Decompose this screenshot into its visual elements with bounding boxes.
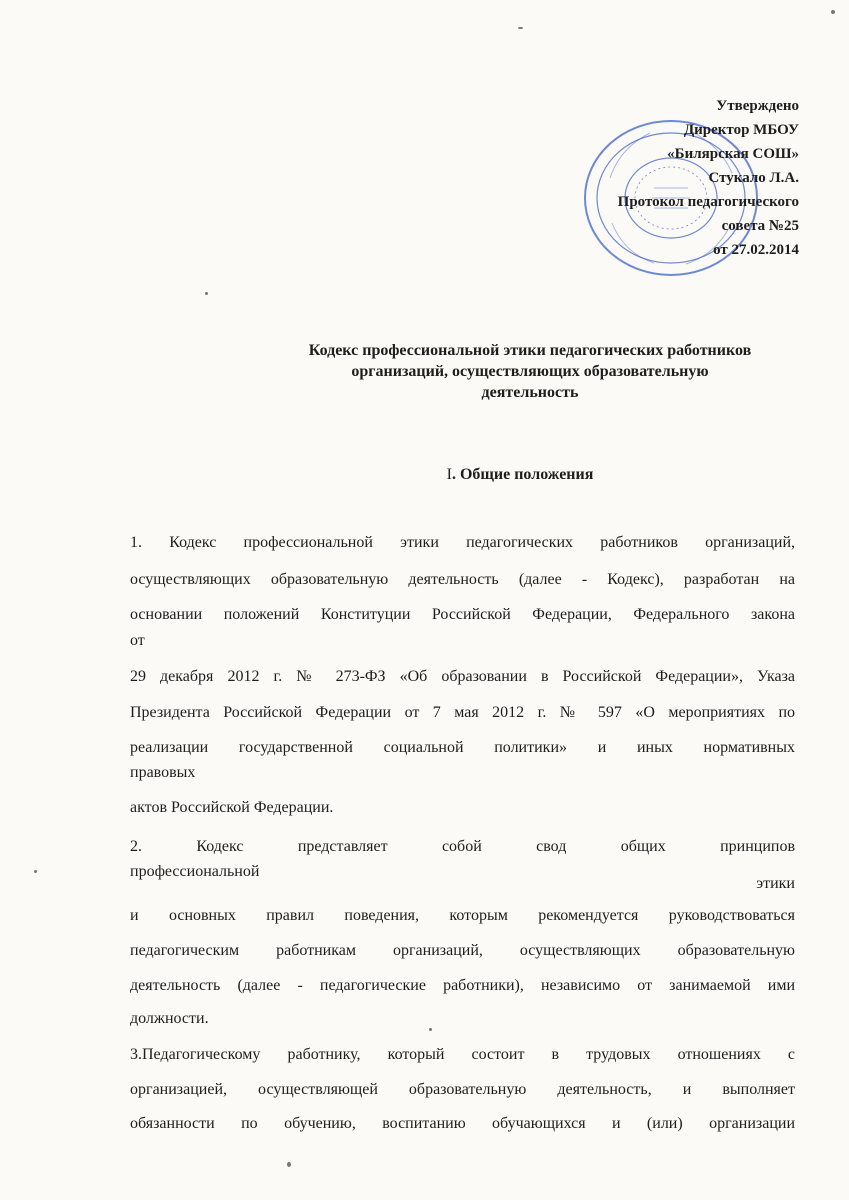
- section-heading: [290, 466, 750, 484]
- approval-block: [539, 94, 799, 262]
- title-line: Кодекс профессиональной этики педагогических работников: [308, 342, 752, 359]
- approval-label: Утверждено: [716, 98, 799, 114]
- approval-position: Директор МБОУ: [683, 122, 799, 138]
- body-line: этики: [756, 875, 795, 892]
- body-line: профессиональной: [130, 863, 260, 880]
- section-title: . Общие положения: [451, 466, 594, 483]
- body-line: осуществляющих образовательную деятельность (далее - Кодекс), разработан на: [130, 571, 795, 588]
- body-line: организацией, осуществляющей образовательную деятельность, и выполняет: [130, 1081, 795, 1098]
- approval-council: совета №25: [721, 218, 799, 234]
- title-line: организаций, осуществляющих образовательную: [351, 363, 709, 380]
- body-line: правовых: [130, 764, 196, 781]
- body-line: и основных правил поведения, которым рекомендуется руководствоваться: [130, 907, 795, 924]
- scan-speck: [429, 1028, 432, 1031]
- approval-protocol: Протокол педагогического: [617, 194, 799, 210]
- approval-school: «Билярская СОШ»: [667, 146, 799, 162]
- scan-speck: [831, 10, 835, 14]
- document-title: [230, 340, 830, 403]
- body-line: 3.Педагогическому работнику, который состоит в трудовых отношениях с: [130, 1046, 795, 1063]
- body-line: педагогическим работникам организаций, осуществляющих образовательную: [130, 942, 795, 959]
- body-line: 1. Кодекс профессиональной этики педагогических работников организаций,: [130, 534, 795, 551]
- body-line: 2. Кодекс представляет собой свод общих принципов: [130, 838, 795, 855]
- body-line: от: [130, 632, 145, 649]
- scan-speck: [34, 870, 37, 873]
- title-line: деятельность: [481, 384, 579, 401]
- approval-name: Стукало Л.А.: [708, 170, 799, 186]
- body-line: основании положений Конституции Российской Федерации, Федерального закона: [130, 606, 795, 623]
- body-line: должности.: [130, 1010, 209, 1027]
- body-line: деятельность (далее - педагогические работники), независимо от занимаемой ими: [130, 977, 795, 994]
- body-line: обязанности по обучению, воспитанию обучающихся и (или) организации: [130, 1115, 795, 1132]
- body-line: реализации государственной социальной политики» и иных нормативных: [130, 739, 795, 756]
- body-line: Президента Российской Федерации от 7 мая 2012 г. № 597 «О мероприятиях по: [130, 704, 795, 721]
- scan-speck: [205, 292, 208, 295]
- body-line: 29 декабря 2012 г. № 273-ФЗ «Об образовании в Российской Федерации», Указа: [130, 668, 795, 685]
- body-line: актов Российской Федерации.: [130, 799, 334, 816]
- scan-speck: [287, 1162, 291, 1167]
- section-numeral: I: [446, 466, 452, 483]
- scan-speck: [518, 27, 523, 29]
- approval-date: от 27.02.2014: [713, 242, 799, 258]
